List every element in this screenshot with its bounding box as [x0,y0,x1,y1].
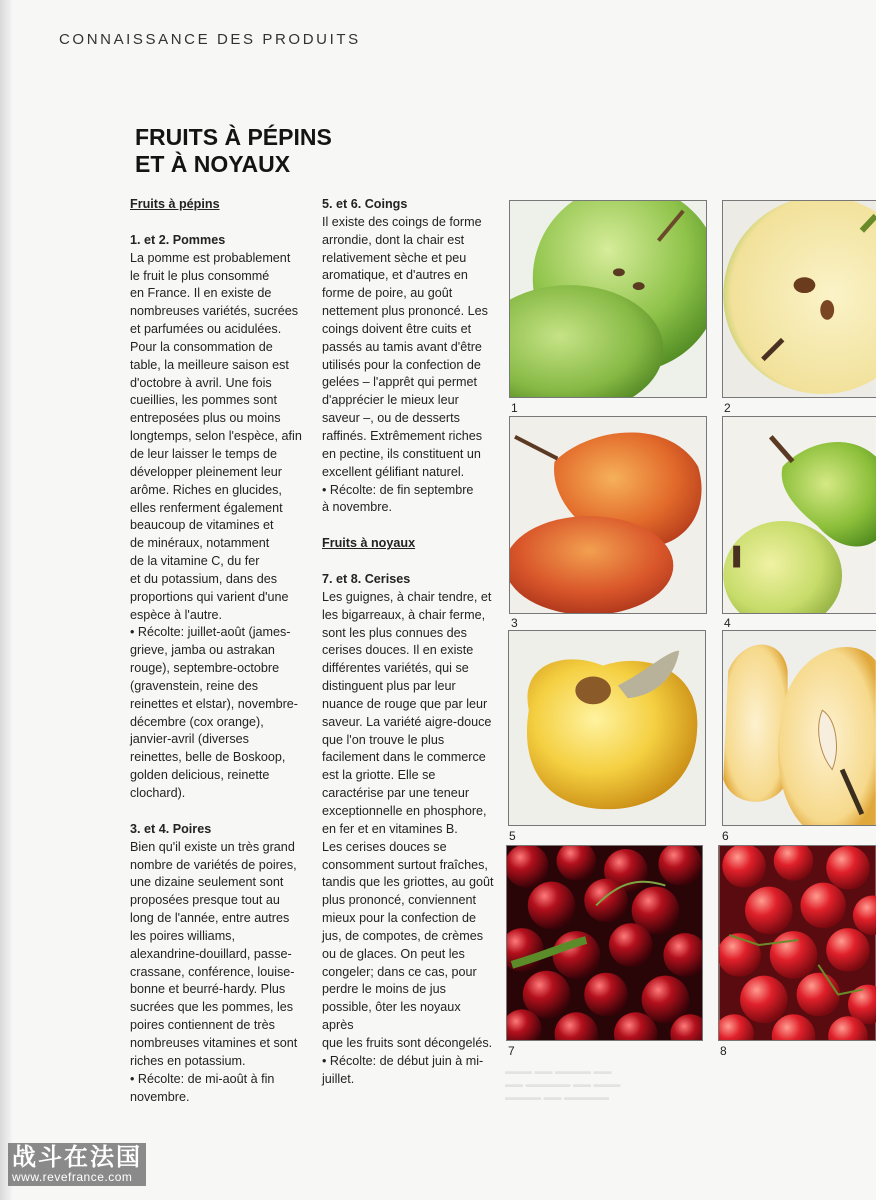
photo-number-7: 7 [508,1044,515,1058]
photo-number-4: 4 [724,616,731,630]
section-heading-pepins: Fruits à pépins [130,197,220,211]
photo-number-8: 8 [720,1044,727,1058]
title-line-2: ET À NOYAUX [135,151,291,177]
photo-quince-half [722,630,876,826]
photo-red-pears [509,416,707,614]
green-pears-illustration [723,417,876,613]
page-gutter-shadow [0,0,12,1200]
section-heading-noyaux: Fruits à noyaux [322,536,416,551]
quince-illustration [509,631,705,825]
photo-number-5: 5 [509,829,516,843]
site-watermark [8,1143,146,1186]
pommes-text: La pomme est probablement le fruit le plus consommé en France. Il en existe de nombreuses variétés, sucrées et parfumées ou acidulées. Pour la consommation de table, la meilleure saison est d'octobre à avril. Une fois cueillies, les pommes sont entreposées plus ou moins longtemps, selon l'espèce, afin de leur laisser le temps de développer pleinement leur arôme. Riches en glucides, elles renferment également beaucoup de vitamines et de minéraux, notamment de la vitamine C, du fer et du potassium, dans des proportions qui varient d'une espèce à l'autre. [130,250,302,622]
photo-number-3: 3 [511,616,518,630]
apple-half-illustration [723,201,876,397]
quince-half-illustration [723,631,876,825]
pommes-heading: 1. et 2. Pommes [130,232,226,247]
watermark-title: 战斗在法国 [12,1144,142,1171]
running-header: CONNAISSANCE DES PRODUITS [59,31,361,48]
title-line-1: FRUITS À PÉPINS [135,124,332,150]
photo-number-2: 2 [724,401,731,415]
text-column-middle [322,196,494,1089]
photo-number-6: 6 [722,829,729,843]
text-column-left [130,196,312,1106]
page-title [135,124,332,178]
poires-heading: 3. et 4. Poires [130,821,212,836]
coings-heading: 5. et 6. Coings [322,197,408,211]
green-apple-illustration [510,201,706,397]
show-through-text: ▬▬▬ ▬▬ ▬▬▬▬ ▬▬ ▬▬ ▬▬▬▬▬ ▬▬ ▬▬▬ ▬▬▬▬ ▬▬ ▬▬▬▬▬ [505,1066,621,1102]
photo-dark-cherries [506,845,703,1041]
coings-recolte: • Récolte: de fin septembre à novembre. [322,482,474,515]
photo-green-apple [509,200,707,398]
dark-cherries-illustration [507,846,702,1040]
cerises-text: Les guignes, à chair tendre, et les bigarreaux, à chair ferme, sont les plus connues des cerises douces. Il en existe différentes variétés, qui se distinguent plus par leur nuance de rouge que par leur saveur. La variété aigre-douce que l'on trouve le plus facilement dans le commerce est la griotte. Elle se caractérise par une teneur exceptionnelle en phosphore, en fer et en vitamines B. Les cerises douces se consomment surtout fraîches, tandis que les griottes, au goût plus prononcé, conviennent mieux pour la confection de jus, de compotes, de crèmes ou de glaces. On peut les congeler; dans ce cas, pour perdre le moins de jus possible, ôter les noyaux après que les fruits sont décongelés. [322,589,494,1050]
poires-text: Bien qu'il existe un très grand nombre de variétés de poires, une dizaine seulement sont proposées presque tout au long de l'année, entre autres les poires williams, alexandrine-douillard, passe- crassane, conférence, louise- bonne et beurré-hardy. Plus sucrées que les pommes, les poires contiennent de très nombreuses vitamines et sont riches en potassium. [130,839,298,1068]
red-pears-illustration [510,417,706,613]
photo-number-1: 1 [511,401,518,415]
cerises-heading: 7. et 8. Cerises [322,572,411,587]
coings-text: Il existe des coings de forme arrondie, dont la chair est relativement sèche et peu aromatique, et d'autres en forme de poire, au goût nettement plus prononcé. Les coings doivent être cuits et passés au tamis avant d'être utilisés pour la confection de gelées – l'apprêt qui permet d'apprécier le mieux leur saveur –, ou de desserts raffinés. Extrêmement riches en pectine, ils constituent un excellent gélifiant naturel. [322,214,488,479]
photo-green-pears [722,416,876,614]
red-cherries-illustration [719,846,876,1040]
photo-quince [508,630,706,826]
photo-red-cherries [718,845,876,1041]
photo-apple-half [722,200,876,398]
poires-recolte: • Récolte: de mi-août à fin novembre. [130,1071,275,1104]
pommes-recolte: • Récolte: juillet-août (james- grieve, jamba ou astrakan rouge), septembre-octobre (gravenstein, reine des reinettes et elstar), novembre- décembre (cox orange), janvier-avril (diverses reinettes, belle de Boskoop, golden delicious, reinette clochard). [130,625,298,800]
watermark-url: www.revefrance.com [12,1170,133,1184]
cerises-recolte: • Récolte: de début juin à mi- juillet. [322,1053,484,1086]
